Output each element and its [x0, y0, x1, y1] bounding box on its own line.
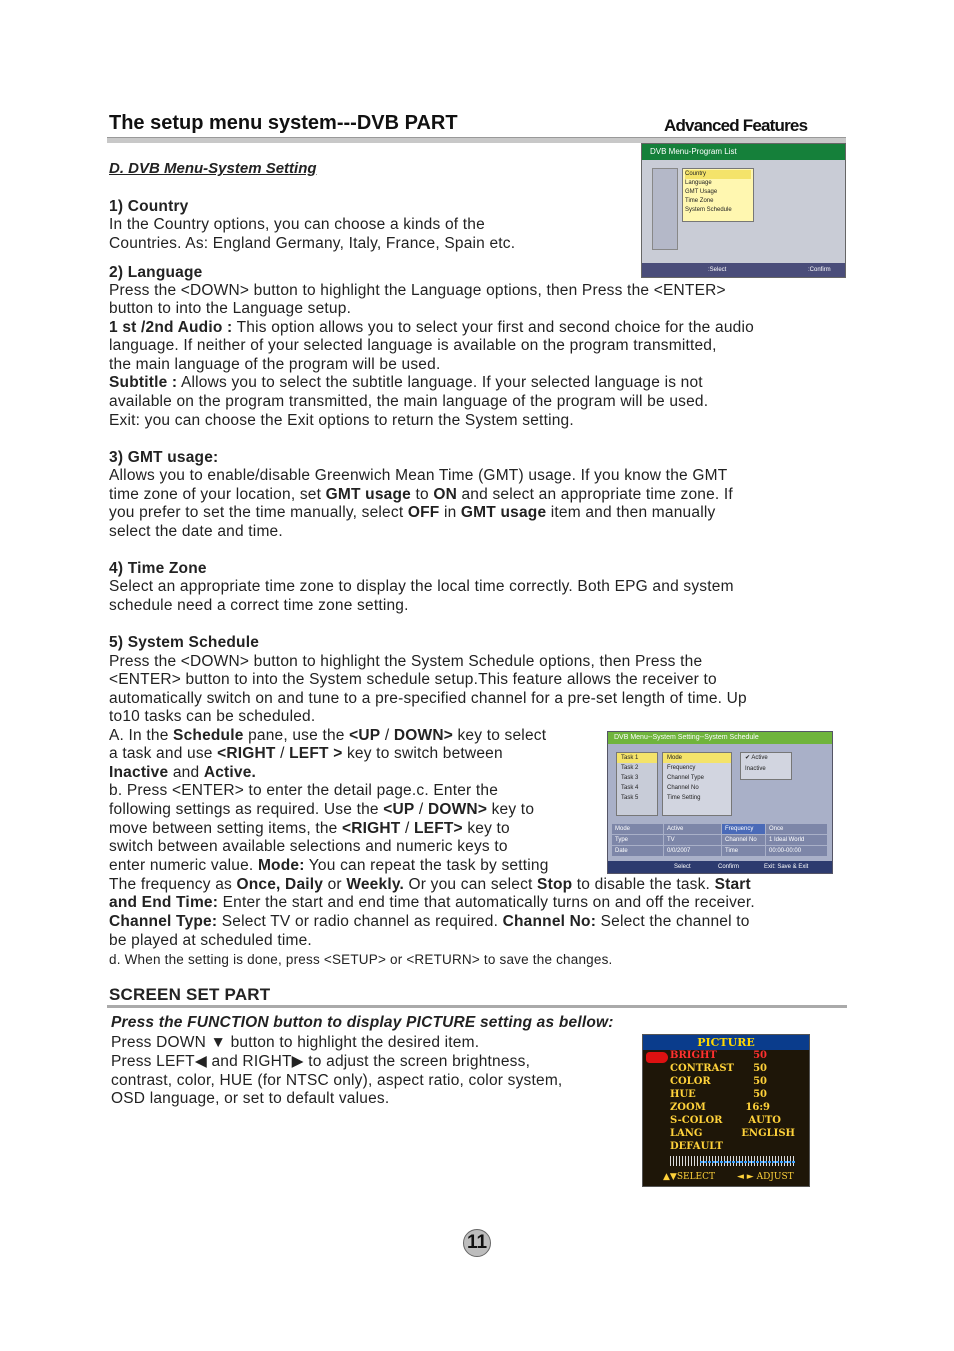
gmt-text-3: [109, 504, 715, 523]
row-label: DEFAULT: [670, 1141, 723, 1152]
option-item: ✔ Active: [745, 755, 768, 761]
step-b-line-6: [109, 876, 751, 895]
step-a-line-2: [109, 745, 503, 764]
text-bold: Once, Daily: [236, 876, 324, 893]
grid-label: Type: [612, 835, 663, 845]
text-bold: LEFT >: [289, 745, 343, 762]
program-list-screenshot: [641, 143, 846, 278]
time-zone-text-2: schedule need a correct time zone setting.: [109, 597, 409, 614]
step-b-line-9: be played at scheduled time.: [109, 932, 312, 949]
picture-row-zoom: [670, 1101, 795, 1114]
schedule-screenshot: [607, 731, 833, 874]
text-bold: <RIGHT: [342, 820, 401, 837]
text-run: The frequency as: [109, 876, 237, 893]
section-label: Advanced Features: [664, 116, 808, 135]
audio-text-3: the main language of the program will be used.: [109, 356, 441, 373]
schedule-text-2: <ENTER> button to into the System schedule setup.This feature allows the receiver to: [109, 671, 717, 688]
grid-label: Time: [722, 846, 765, 856]
grid-value: TV: [664, 835, 721, 845]
picture-osd-screenshot: [642, 1034, 810, 1187]
setting-item: Channel Type: [667, 775, 704, 781]
step-b-line-7: [109, 894, 755, 913]
text-run: you prefer to set the time manually, select: [109, 504, 408, 521]
row-value: 50: [753, 1076, 767, 1087]
picture-row-lang: [670, 1127, 795, 1140]
grid-value: Active: [664, 824, 721, 834]
step-d-text: d. When the setting is done, press <SETUP> or <RETURN> to save the changes.: [109, 952, 613, 967]
menu-item: Language: [685, 180, 712, 186]
text-run: to adjust the screen brightness,: [303, 1053, 531, 1070]
text-bold: Channel Type:: [109, 913, 218, 930]
gmt-text-2: [109, 486, 733, 505]
footer-select: :Select: [708, 267, 727, 273]
text-run: time zone of your location, set: [109, 486, 326, 503]
text-bold: GMT usage: [325, 486, 411, 503]
grid-label: Channel No: [722, 835, 765, 845]
text-run: /: [275, 745, 290, 762]
page-title: The setup menu system---DVB PART: [109, 112, 458, 134]
level-meter-fill: [700, 1161, 795, 1163]
mode-options: [740, 752, 792, 780]
text-run: in: [439, 504, 461, 521]
screen-line-2: [111, 1053, 530, 1072]
text-run: A. In the: [109, 727, 174, 744]
task-list: [616, 752, 658, 816]
audio-text: This option allows you to select your first and second choice for the audio: [232, 319, 754, 336]
row-value: 50: [753, 1050, 767, 1061]
pointer-hand-icon: [646, 1052, 668, 1063]
text-bold: Schedule: [173, 727, 244, 744]
text-bold: Active.: [203, 764, 257, 781]
text-bold: Weekly.: [346, 876, 405, 893]
picture-row-bright: [670, 1049, 795, 1062]
text-run: Press DOWN: [111, 1034, 211, 1051]
text-bold: Stop: [537, 876, 573, 893]
schedule-text-3: automatically switch on and tune to a pre-specified channel for a pre-set length of time. Up: [109, 690, 747, 707]
text-run: a task and use: [109, 745, 218, 762]
menu-item: System Schedule: [685, 207, 732, 213]
schedule-text-1: Press the <DOWN> button to highlight the System Schedule options, then Press the: [109, 653, 703, 670]
picture-footer: [643, 1172, 809, 1184]
setting-item: Frequency: [667, 765, 696, 771]
row-label: BRIGHT: [670, 1050, 717, 1061]
screen-line-4: OSD language, or set to default values.: [111, 1090, 390, 1107]
text-bold: DOWN>: [427, 801, 488, 818]
text-bold: ON: [433, 486, 457, 503]
task-item: Task 1: [617, 753, 657, 763]
text-bold: LEFT>: [414, 820, 463, 837]
row-value: ENGLISH: [741, 1128, 795, 1139]
task-item: Task 3: [621, 775, 639, 781]
schedule-text-4: to10 tasks can be scheduled.: [109, 708, 316, 725]
text-run: pane, use the: [243, 727, 350, 744]
text-run: enter numeric value.: [109, 857, 258, 874]
screen-set-heading: SCREEN SET PART: [109, 985, 271, 1004]
picture-row-hue: [670, 1088, 795, 1101]
footer-confirm: Confirm: [718, 864, 740, 870]
subtitle-label: Subtitle :: [109, 374, 178, 391]
language-heading: 2) Language: [109, 264, 203, 281]
step-a-line-1: [109, 727, 546, 746]
text-bold: <RIGHT: [217, 745, 276, 762]
audio-label: 1 st /2nd Audio :: [109, 319, 233, 336]
footer-exit: Exit: Save & Exit: [764, 864, 809, 870]
text-run: button to highlight the desired item.: [226, 1034, 480, 1051]
row-value: 50: [753, 1063, 767, 1074]
text-bold: Start: [714, 876, 751, 893]
footer-adjust: ◄ ► ADJUST: [737, 1172, 794, 1182]
footer-select: ▲▼SELECT: [663, 1172, 716, 1182]
text-bold: GMT usage: [460, 504, 547, 521]
text-run: key to switch between: [342, 745, 503, 762]
audio-line-1: [109, 319, 754, 338]
task-item: Task 5: [621, 795, 639, 801]
grid-label: Frequency: [722, 824, 765, 834]
text-run: /: [400, 820, 415, 837]
step-b-line-4: switch between available selections and numeric keys to: [109, 838, 508, 855]
subtitle-text: Allows you to select the subtitle language. If your selected language is not: [177, 374, 703, 391]
grid-value: 0/0/2007: [664, 846, 721, 856]
text-run: Enter the start and end time that automatically turns on and off the receiver.: [218, 894, 755, 911]
menu-icon-column: [652, 168, 678, 250]
page-number: 11: [463, 1229, 491, 1257]
schedule-detail-grid: [612, 824, 828, 856]
audio-text-2: language. If neither of your selected language is available on the program transmitted,: [109, 337, 717, 354]
task-item: Task 4: [621, 785, 639, 791]
grid-value: 1 Ideal World: [766, 835, 827, 845]
screen-set-intro: Press the FUNCTION button to display PICTURE setting as bellow:: [111, 1014, 614, 1031]
screen-line-1: [111, 1034, 479, 1053]
text-run: key to: [462, 820, 510, 837]
footer-confirm: :Confirm: [808, 267, 831, 273]
picture-row-contrast: [670, 1062, 795, 1075]
text-bold: DOWN>: [393, 727, 453, 744]
country-text-1: In the Country options, you can choose a kinds of the: [109, 216, 485, 233]
step-b-line-5: [109, 857, 549, 876]
menu-item: GMT Usage: [685, 189, 718, 195]
grid-label: Date: [612, 846, 663, 856]
row-label: ZOOM: [670, 1102, 706, 1113]
down-arrow-icon: ▼: [210, 1034, 227, 1051]
row-label: HUE: [670, 1089, 696, 1100]
setting-item: Mode: [663, 753, 731, 763]
program-list-title: DVB Menu-Program List: [642, 144, 845, 160]
program-list-footer: [642, 263, 845, 277]
gmt-heading: 3) GMT usage:: [109, 449, 219, 466]
text-run: following settings as required. Use the: [109, 801, 384, 818]
screen-line-3: contrast, color, HUE (for NTSC only), aspect ratio, color system,: [111, 1072, 563, 1089]
setting-item: Channel No: [667, 785, 699, 791]
text-run: /: [380, 727, 394, 744]
level-meter: [670, 1156, 795, 1166]
menu-item: Country: [685, 170, 751, 179]
step-b-line-1: b. Press <ENTER> to enter the detail page.c. Enter the: [109, 782, 499, 799]
picture-row-scolor: [670, 1114, 795, 1127]
text-bold: <UP: [349, 727, 381, 744]
text-run: You can repeat the task by setting: [304, 857, 549, 874]
left-arrow-icon: ◀: [194, 1053, 207, 1070]
row-value: AUTO: [748, 1115, 781, 1126]
setting-list: [662, 752, 732, 816]
grid-value: Once: [766, 824, 827, 834]
text-run: to: [410, 486, 434, 503]
option-item: Inactive: [745, 766, 766, 772]
language-text-1: Press the <DOWN> button to highlight the Language options, then Press the <ENTER>: [109, 282, 726, 299]
country-text-2: Countries. As: England Germany, Italy, France, Spain etc.: [109, 235, 516, 252]
exit-text: Exit: you can choose the Exit options to return the System setting.: [109, 412, 574, 429]
text-bold: Inactive: [109, 764, 169, 781]
step-a-line-3: [109, 764, 256, 783]
text-run: move between setting items, the: [109, 820, 342, 837]
row-label: S-COLOR: [670, 1115, 723, 1126]
text-bold: Channel No:: [502, 913, 597, 930]
time-zone-heading: 4) Time Zone: [109, 560, 207, 577]
step-b-line-3: [109, 820, 510, 839]
grid-value: 00:00-00:00: [766, 846, 827, 856]
step-b-line-8: [109, 913, 750, 932]
text-bold: <UP: [383, 801, 415, 818]
picture-title: PICTURE: [643, 1035, 809, 1050]
text-run: key to: [487, 801, 535, 818]
time-zone-text-1: Select an appropriate time zone to display the local time correctly. Both EPG and system: [109, 578, 734, 595]
text-run: and: [168, 764, 204, 781]
subtitle-line-1: [109, 374, 703, 393]
setting-item: Time Setting: [667, 795, 701, 801]
text-run: /: [414, 801, 428, 818]
gmt-text-4: select the date and time.: [109, 523, 283, 540]
gmt-text-1: Allows you to enable/disable Greenwich Mean Time (GMT) usage. If you know the GMT: [109, 467, 728, 484]
dvb-section-heading: D. DVB Menu-System Setting: [109, 160, 317, 177]
text-run: Select TV or radio channel as required.: [217, 913, 503, 930]
text-run: or: [323, 876, 347, 893]
schedule-footer: [608, 861, 832, 873]
text-run: and select an appropriate time zone. If: [456, 486, 733, 503]
text-bold: OFF: [407, 504, 440, 521]
text-bold: Mode:: [257, 857, 305, 874]
menu-item: Time Zone: [685, 198, 714, 204]
row-label: LANG: [670, 1128, 703, 1139]
program-list-menu: [682, 168, 754, 222]
country-heading: 1) Country: [109, 198, 189, 215]
language-text-2: button to into the Language setup.: [109, 300, 352, 317]
screen-set-rule: [107, 1005, 847, 1008]
schedule-title: DVB Menu--System Setting--System Schedule: [608, 732, 832, 744]
row-value: 50: [753, 1089, 767, 1100]
schedule-heading: 5) System Schedule: [109, 634, 260, 651]
text-run: and RIGHT: [206, 1053, 292, 1070]
grid-label: Mode: [612, 824, 663, 834]
text-bold: and End Time:: [109, 894, 219, 911]
picture-row-default: [670, 1140, 795, 1153]
row-label: COLOR: [670, 1076, 711, 1087]
text-run: item and then manually: [546, 504, 716, 521]
text-run: to disable the task.: [572, 876, 715, 893]
subtitle-text-2: available on the program transmitted, the main language of the program will be used.: [109, 393, 709, 410]
picture-row-color: [670, 1075, 795, 1088]
text-run: key to select: [452, 727, 547, 744]
footer-select: Select: [674, 864, 691, 870]
right-arrow-icon: ▶: [291, 1053, 304, 1070]
text-run: Press LEFT: [111, 1053, 195, 1070]
row-label: CONTRAST: [670, 1063, 734, 1074]
task-item: Task 2: [621, 765, 639, 771]
text-run: Select the channel to: [596, 913, 750, 930]
step-b-line-2: [109, 801, 534, 820]
row-value: 16:9: [745, 1102, 770, 1113]
text-run: Or you can select: [404, 876, 538, 893]
